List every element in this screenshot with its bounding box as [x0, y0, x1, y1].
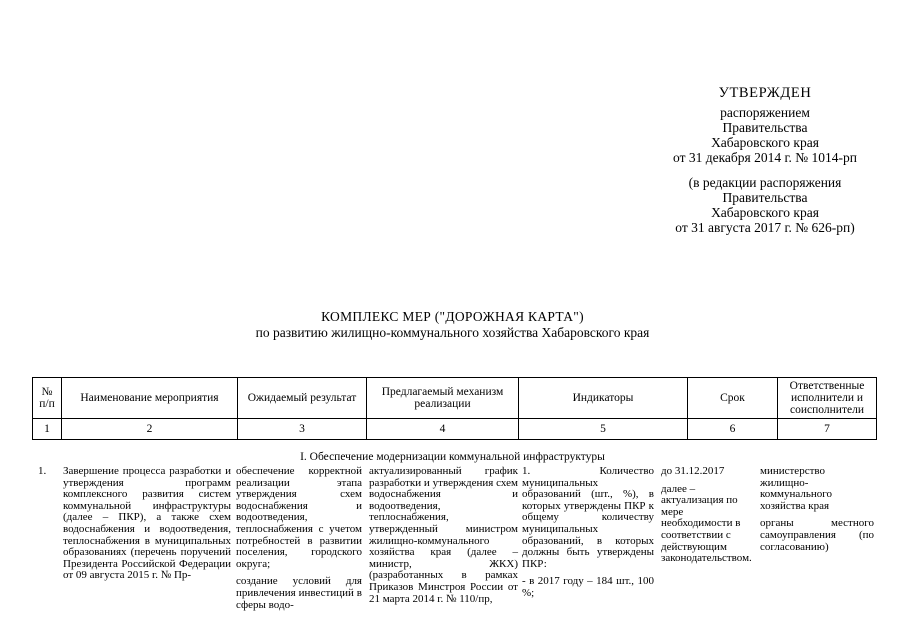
approval-block [600, 86, 905, 235]
header-number: № п/п [33, 378, 62, 419]
approval-line: распоряжением [720, 105, 810, 120]
result-text: создание условий для привлечения инвестиций в сферы водо- [236, 575, 362, 611]
edition-line: от 31 августа 2017 г. № 626-рп) [675, 220, 855, 235]
column-number: 7 [778, 419, 877, 440]
row-mechanism [369, 466, 518, 611]
column-number: 1 [33, 419, 62, 440]
approval-line: Хабаровского края [711, 135, 819, 150]
row-activity [63, 466, 231, 588]
column-number: 6 [688, 419, 778, 440]
column-number: 2 [62, 419, 238, 440]
header-activity: Наименование мероприятия [62, 378, 238, 419]
column-number: 5 [519, 419, 688, 440]
mechanism-text: актуализированный график разработки и утверждения схем водоснабжения и водоотведения, теплоснабжения, утвержденный министром жилищно-коммунального хозяйства края (далее – министр, ЖКХ) (разработанных в рамках Приказов Минстроя России от 21 марта 2014 г. № 110/пр, [369, 465, 518, 605]
responsible-text: министерство жилищно-коммунального хозяйства края [760, 465, 832, 512]
row-indicators [522, 466, 654, 606]
approval-heading: УТВЕРЖДЕН [718, 85, 812, 101]
row-responsible [760, 466, 874, 559]
section-heading: I. Обеспечение модернизации коммунальной инфраструктуры [300, 451, 605, 463]
header-mechanism: Предлагаемый механизм реализации [367, 378, 519, 419]
header-term: Срок [688, 378, 778, 419]
edition-line: (в редакции распоряжения [688, 175, 842, 190]
edition-line: Правительства [722, 190, 808, 205]
row-number: 1. [38, 465, 47, 477]
activity-text: Завершение процесса разработки и утверждения программ комплексного развития систем коммунальной инфраструктуры (далее – ПКР), а также схем водоснабжения и водоотведения, теплоснабжения в муниципальных образованиях (перечень поручений Президента Российской Федерации от 09 августа 2015 г. № Пр- [63, 465, 231, 582]
term-text: далее – актуализация по мере необходимости в соответствии с действующим законодательством. [661, 482, 752, 565]
indicator-text: 1. Количество муниципальных образований (шт., %), в которых утверждены ПКР к общему количеству муниципальных образований, в которых должны быть утверждены ПКР: [522, 465, 654, 570]
responsible-text: органы местного самоуправления (по согласованию) [760, 517, 874, 553]
header-result: Ожидаемый результат [238, 378, 367, 419]
row-term [661, 466, 751, 571]
header-responsible: Ответственные исполнители и соисполнители [778, 378, 877, 419]
column-number: 3 [238, 419, 367, 440]
document-title: КОМПЛЕКС МЕР ("ДОРОЖНАЯ КАРТА") [321, 309, 584, 324]
approval-line: от 31 декабря 2014 г. № 1014-рп [673, 150, 857, 165]
edition-line: Хабаровского края [711, 205, 819, 220]
document-subtitle: по развитию жилищно-коммунального хозяйства Хабаровского края [255, 325, 650, 340]
approval-line: Правительства [722, 120, 808, 135]
column-number: 4 [367, 419, 519, 440]
row-result [236, 466, 362, 617]
indicator-text: - в 2017 году – 184 шт., 100 %; [522, 575, 654, 599]
header-indicators: Индикаторы [519, 378, 688, 419]
term-text: до 31.12.2017 [661, 465, 725, 477]
roadmap-table-header [32, 377, 877, 440]
result-text: обеспечение корректной реализации этапа утверждения схем водоснабжения и водоотведения, теплоснабжения с учетом потребностей в развитии поселения, городского округа; [236, 465, 362, 570]
